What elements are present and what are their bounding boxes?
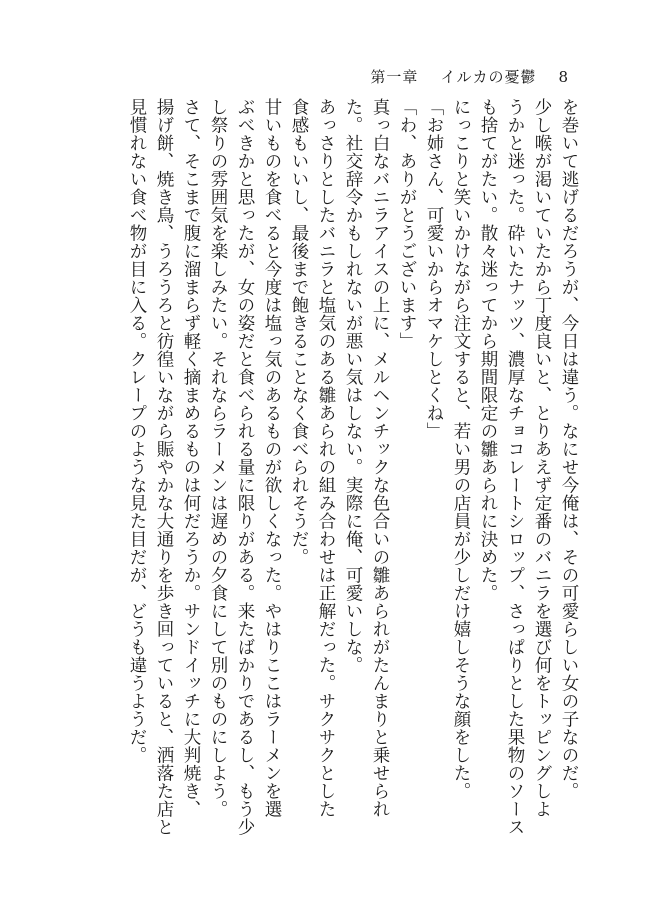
text-line: 甘いものを食べると今度は塩っ気のあるものが欲しくなった。やはりここはラーメンを選 — [262, 98, 282, 818]
text-line: た。社交辞令かもしれないが悪い気はしない。実際に俺、可愛いしな。 — [343, 98, 363, 674]
text-line: し祭りの雰囲気を楽しみたい。それならラーメンは遅めの夕食にして別のものにしよう。 — [208, 98, 228, 818]
text-line: 食感もいいし、最後まで飽きることなく食べられそうだ。 — [289, 98, 309, 566]
text-line: 見慣れない食べ物が目に入る。クレープのような見た目だが、どうも違うようだ。 — [127, 98, 147, 764]
text-line: あっさりとしたバニラと塩気のある雛あられの組み合わせは正解だった。サクサクとした — [316, 98, 336, 818]
text-line: を巻いて逃げるだろうが、今日は違う。なにせ今俺は、その可愛らしい女の子なのだ。 — [559, 98, 579, 800]
text-line: 揚げ餅、焼き鳥、うろうろと彷徨いながら賑やかな大通りを歩き回っていると、洒落た店と — [154, 98, 174, 836]
text-line: にっこりと笑いかけながら注文すると、若い男の店員が少しだけ嬉しそうな顔をした。 — [451, 98, 471, 800]
running-head — [370, 66, 569, 87]
chapter-title: イルカの憂鬱 — [440, 68, 537, 86]
text-line: 真っ白なバニラアイスの上に、メルヘンチックな色合いの雛あられがたんまりと乗せられ — [370, 98, 390, 818]
page-number: 8 — [558, 68, 569, 86]
text-line: さて、そこまで腹に溜まらず軽く摘まめるものは何だろうか。サンドイッチに大判焼き、 — [181, 98, 201, 818]
text-line: うかと迷った。砕いたナッツ、濃厚なチョコレートシロップ、さっぱりとした果物のソース — [505, 98, 525, 836]
text-line: 少し喉が渇いていたから丁度良いと、とりあえず定番のバニラを選び何をトッピングしよ — [532, 98, 552, 818]
chapter-label: 第一章 — [370, 68, 419, 86]
body-text — [96, 98, 582, 836]
text-line: 「わ、ありがとうございます」 — [397, 98, 417, 350]
text-line: も捨てがたい。散々迷ってから期間限定の雛あられに決めた。 — [478, 98, 498, 602]
text-line: ぶべきかと思ったが、女の姿だと食べられる量に限りがある。来たばかりであるし、もう少 — [235, 98, 255, 836]
text-line: 「お姉さん、可愛いからオマケしとくね」 — [424, 98, 444, 440]
